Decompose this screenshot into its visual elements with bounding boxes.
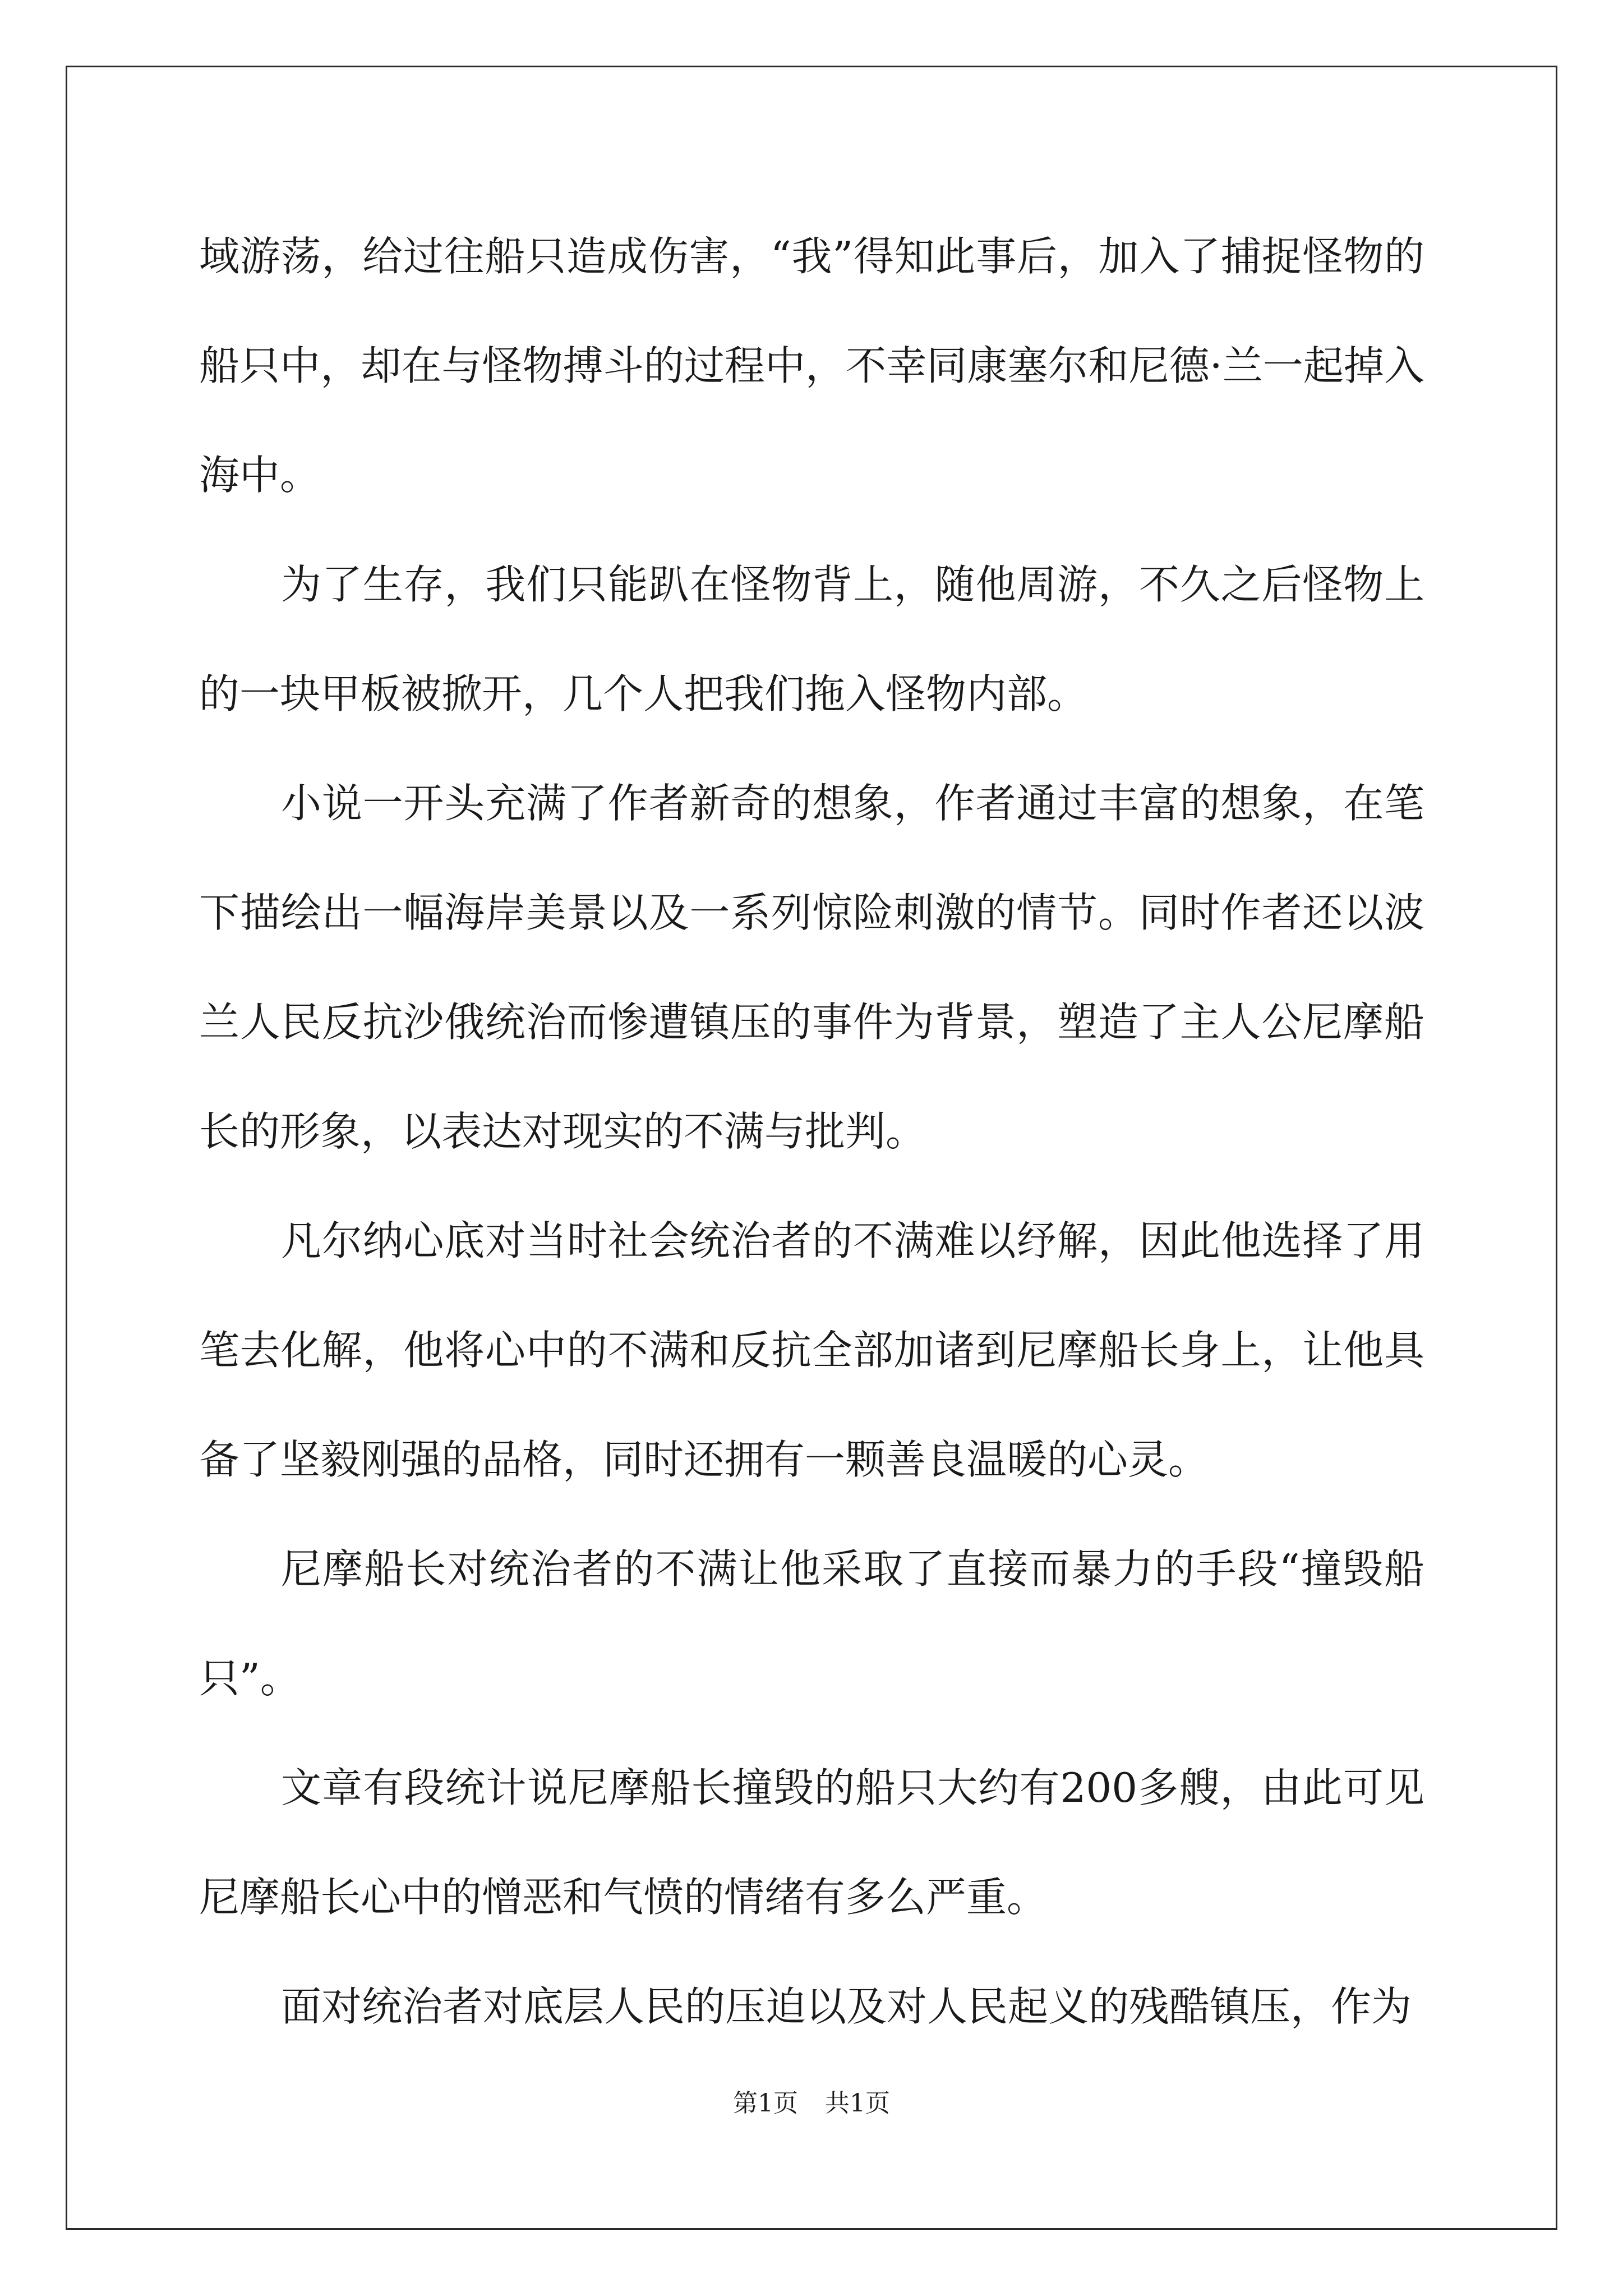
page-total: 共1页 [825, 2089, 890, 2118]
paragraph: 文章有段统计说尼摩船长撞毁的船只大约有200多艘，由此可见尼摩船长心中的憎恶和气愤的情绪有多么严重。 [199, 1764, 1424, 1921]
paragraph: 为了生存，我们只能趴在怪物背上，随他周游，不久之后怪物上的一块甲板被掀开，几个人把我们拖入怪物内部。 [199, 561, 1424, 717]
paragraph: 域游荡，给过往船只造成伤害，“我”得知此事后，加入了捕捉怪物的船只中，却在与怪物搏斗的过程中，不幸同康塞尔和尼德·兰一起掉入海中。 [199, 233, 1424, 499]
paragraph: 面对统治者对底层人民的压迫以及对人民起义的残酷镇压，作为 [281, 1983, 1412, 2030]
paragraph: 凡尔纳心底对当时社会统治者的不满难以纾解，因此他选择了用笔去化解，他将心中的不满和反抗全部加诸到尼摩船长身上，让他具备了坚毅刚强的品格，同时还拥有一颗善良温暖的心灵。 [199, 1217, 1424, 1483]
paragraph: 小说一开头充满了作者新奇的想象，作者通过丰富的想象，在笔下描绘出一幅海岸美景以及一系列惊险刺激的情节。同时作者还以波兰人民反抗沙俄统治而惨遭镇压的事件为背景，塑造了主人公尼摩船长的形象，以表达对现实的不满与批判。 [199, 780, 1424, 1155]
paragraph: 尼摩船长对统治者的不满让他采取了直接而暴力的手段“撞毁船只”。 [199, 1545, 1424, 1702]
page-number: 第1页 [733, 2089, 798, 2118]
page-footer [0, 2087, 1623, 2120]
document-body [199, 202, 1424, 2062]
